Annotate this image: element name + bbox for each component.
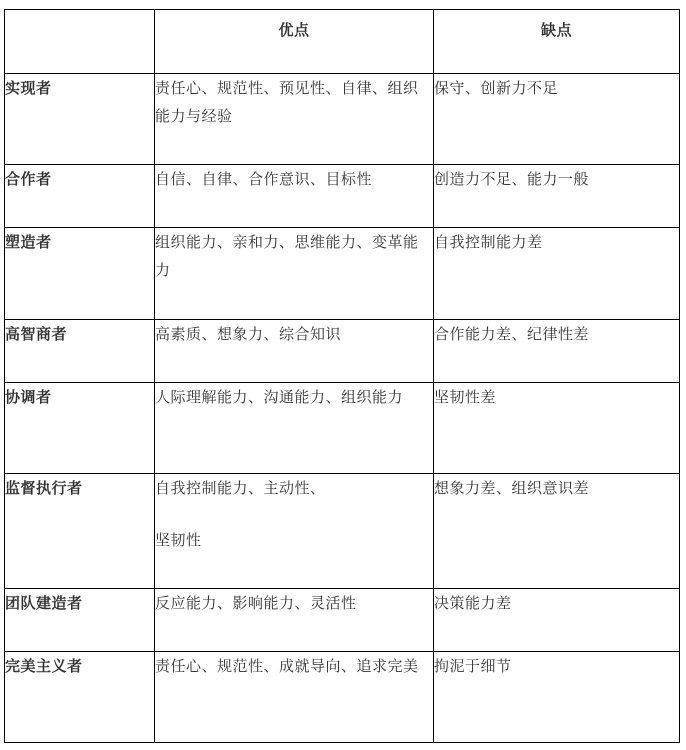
table-row bbox=[5, 74, 680, 165]
role-weaknesses: 拘泥于细节 bbox=[434, 652, 680, 743]
role-name: 塑造者 bbox=[5, 228, 155, 320]
role-weaknesses: 创造力不足、能力一般 bbox=[434, 165, 680, 228]
role-strengths: 责任心、规范性、成就导向、追求完美 bbox=[155, 652, 434, 743]
table-row bbox=[5, 474, 680, 589]
role-weaknesses: 坚韧性差 bbox=[434, 383, 680, 474]
role-strengths-continued: 坚韧性 bbox=[155, 531, 202, 549]
role-weaknesses: 自我控制能力差 bbox=[434, 228, 680, 320]
table-row bbox=[5, 383, 680, 474]
header-role bbox=[5, 10, 155, 74]
table-row bbox=[5, 165, 680, 228]
role-weaknesses: 想象力差、组织意识差 bbox=[434, 474, 680, 589]
role-name: 团队建造者 bbox=[5, 589, 155, 652]
role-strengths: 高素质、想象力、综合知识 bbox=[155, 320, 434, 383]
role-weaknesses: 保守、创新力不足 bbox=[434, 74, 680, 165]
table-row bbox=[5, 320, 680, 383]
role-strengths: 反应能力、影响能力、灵活性 bbox=[155, 589, 434, 652]
role-strengths: 人际理解能力、沟通能力、组织能力 bbox=[155, 383, 434, 474]
role-name: 合作者 bbox=[5, 165, 155, 228]
table-row bbox=[5, 589, 680, 652]
role-strengths: 组织能力、亲和力、思维能力、变革能力 bbox=[155, 228, 434, 320]
role-name: 高智商者 bbox=[5, 320, 155, 383]
header-weaknesses: 缺点 bbox=[434, 10, 680, 74]
role-strengths: 责任心、规范性、预见性、自律、组织能力与经验 bbox=[155, 74, 434, 165]
role-name: 监督执行者 bbox=[5, 474, 155, 589]
role-name: 完美主义者 bbox=[5, 652, 155, 743]
header-strengths: 优点 bbox=[155, 10, 434, 74]
header-row bbox=[5, 10, 680, 74]
role-weaknesses: 合作能力差、纪律性差 bbox=[434, 320, 680, 383]
team-roles-table bbox=[4, 9, 680, 743]
role-name: 协调者 bbox=[5, 383, 155, 474]
role-weaknesses: 决策能力差 bbox=[434, 589, 680, 652]
role-strengths: 自信、自律、合作意识、目标性 bbox=[155, 165, 434, 228]
table-row bbox=[5, 228, 680, 320]
table-row bbox=[5, 652, 680, 743]
role-strengths: 自我控制能力、主动性、 bbox=[155, 479, 326, 497]
role-name: 实现者 bbox=[5, 74, 155, 165]
role-strengths-cell bbox=[155, 474, 434, 589]
